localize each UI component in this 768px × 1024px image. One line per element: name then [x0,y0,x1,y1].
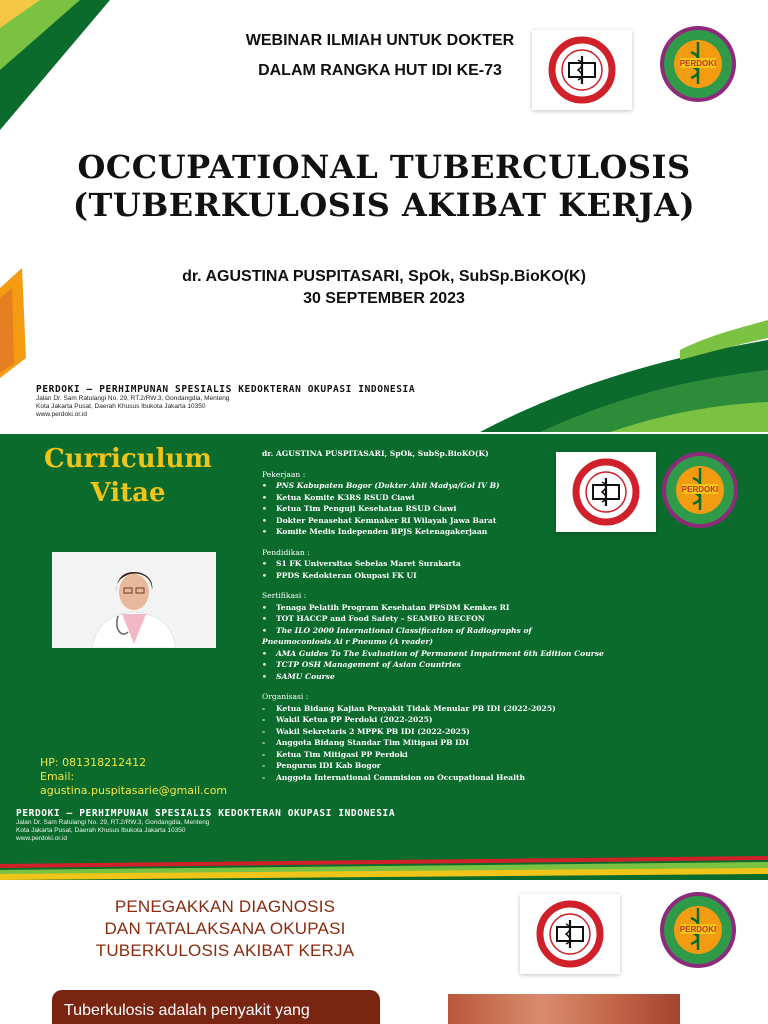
list-item-continuation: Pneumoconiosis Ai r Pneumo (A reader) [262,637,433,646]
list-item: • TOT HACCP and Food Safety – SEAMEO RECFON [262,614,485,623]
list-item: - Anggota Bidang Standar Tim Mitigasi PB IDI [262,738,469,747]
decorative-stripe-bottom [0,852,768,880]
slide-heading-line-3: TUBERKULOSIS AKIBAT KERJA [95,941,355,960]
author-block [0,266,768,310]
list-item: • Tenaga Pelatih Program Kesehatan PPSDM Kemkes RI [262,602,510,612]
idi-logo [532,30,632,110]
svg-text:PERDOKI: PERDOKI [679,925,717,934]
org-website: www.perdoki.or.id [16,835,67,842]
list-item: • S1 FK Universitas Sebelas Maret Surakarta [262,559,461,568]
presentation-date: 30 SEPTEMBER 2023 [303,290,465,307]
list-item: • AMA Guides To The Evaluation of Permanent Impairment 6th Edition Course [262,648,604,658]
idi-logo [556,452,656,532]
speaker-photo [52,552,216,648]
section-label-pendidikan: Pendidikan : [262,547,310,557]
list-item: • The ILO 2000 International Classification of Radiographs of [262,625,532,635]
slide-heading [60,896,390,962]
org-address-2: Kota Jakarta Pusat, Daerah Khusus Ibukota Jakarta 10350 [36,403,206,410]
list-item: - Ketua Bidang Kajian Penyakit Tidak Menular PB IDI (2022-2025) [262,703,556,713]
cv-title-line-2: Vitae [90,478,166,508]
presentation-title [0,148,768,224]
cv-name: dr. AGUSTINA PUSPITASARI, SpOk, SubSp.BioKO(K) [262,449,489,458]
webinar-header-line-2: DALAM RANGKA HUT IDI KE-73 [258,62,502,79]
section-label-sertifikasi: Sertifikasi : [262,591,307,600]
slide-diagnosis [0,882,768,1024]
slide-curriculum-vitae [0,434,768,880]
cv-title-line-1: Curriculum [44,444,212,474]
list-item: - Anggota International Commision on Occupational Health [262,772,526,782]
perdoki-logo [658,890,738,970]
list-item: • Ketua Komite K3RS RSUD Ciawi [262,492,415,502]
list-item: • Ketua Tim Penguji Kesehatan RSUD Ciawi [262,504,457,513]
anatomy-image [448,994,680,1024]
author-name: dr. AGUSTINA PUSPITASARI, SpOk, SubSp.BioKO(K) [182,268,586,285]
cv-title [28,442,228,510]
org-footer [16,808,395,843]
org-address-2: Kota Jakarta Pusat, Daerah Khusus Ibukota Jakarta 10350 [16,827,186,834]
slide-heading-line-2: DAN TATALAKSANA OKUPASI [104,919,346,938]
list-item: - Wakil Sekretaris 2 MPPK PB IDI (2022-2025) [262,726,470,736]
list-item: - Pengurus IDI Kab Bogor [262,761,381,770]
org-footer [36,384,415,419]
perdoki-logo [660,450,740,530]
slide-title [0,0,768,432]
org-website: www.perdoki.or.id [36,411,87,418]
slide-heading-line-1: PENEGAKKAN DIAGNOSIS [114,897,336,916]
list-item: • TCTP OSH Management of Asian Countries [262,660,461,669]
list-item: • SAMU Course [262,671,335,681]
org-name: PERDOKI – PERHIMPUNAN SPESIALIS KEDOKTERAN OKUPASI INDONESIA [36,384,416,395]
org-name: PERDOKI – PERHIMPUNAN SPESIALIS KEDOKTERAN OKUPASI INDONESIA [16,808,396,819]
webinar-header-line-1: WEBINAR ILMIAH UNTUK DOKTER [245,32,515,49]
contact-phone: HP: 081318212412 [40,756,147,769]
perdoki-logo [658,24,738,104]
section-label-pekerjaan: Pekerjaan : [262,469,306,479]
section-label-organisasi: Organisasi : [262,692,309,701]
presentation-title-line-2: (TUBERKULOSIS AKIBAT KERJA) [72,186,696,224]
contact-email-label: Email: [40,770,75,783]
svg-text:PERDOKI: PERDOKI [679,59,717,68]
svg-text:PERDOKI: PERDOKI [681,485,719,494]
contact-email: agustina.puspitasarie@gmail.com [40,784,228,797]
presentation-title-line-1: OCCUPATIONAL TUBERCULOSIS [77,148,691,186]
list-item: • PNS Kabupaten Bogor (Dokter Ahli Madya/Gol IV B) [262,481,500,490]
idi-logo [520,894,620,974]
definition-text: Tuberkulosis adalah penyakit yang [64,1002,310,1019]
webinar-header [200,26,560,86]
decorative-swoosh-top-left [0,0,140,140]
list-item: • Dokter Penasehat Kemnaker RI Wilayah Jawa Barat [262,515,497,525]
contact-info [40,756,227,798]
list-item: • Komite Medis Independen BPJS Ketenagakerjaan [262,527,488,536]
list-item: • PPDS Kedokteran Okupasi FK UI [262,570,417,580]
decorative-swoosh-bottom-right [480,320,768,432]
org-address-1: Jalan Dr. Sam Ratulangi No. 29, RT.2/RW.3, Gondangdia, Menteng [16,819,210,826]
list-item: - Ketua Tim Mitigasi PP Perdoki [262,749,408,759]
list-item: - Wakil Ketua PP Perdoki (2022-2025) [262,715,433,724]
org-address-1: Jalan Dr. Sam Ratulangi No. 29, RT.2/RW.3, Gondangdia, Menteng [36,395,230,402]
